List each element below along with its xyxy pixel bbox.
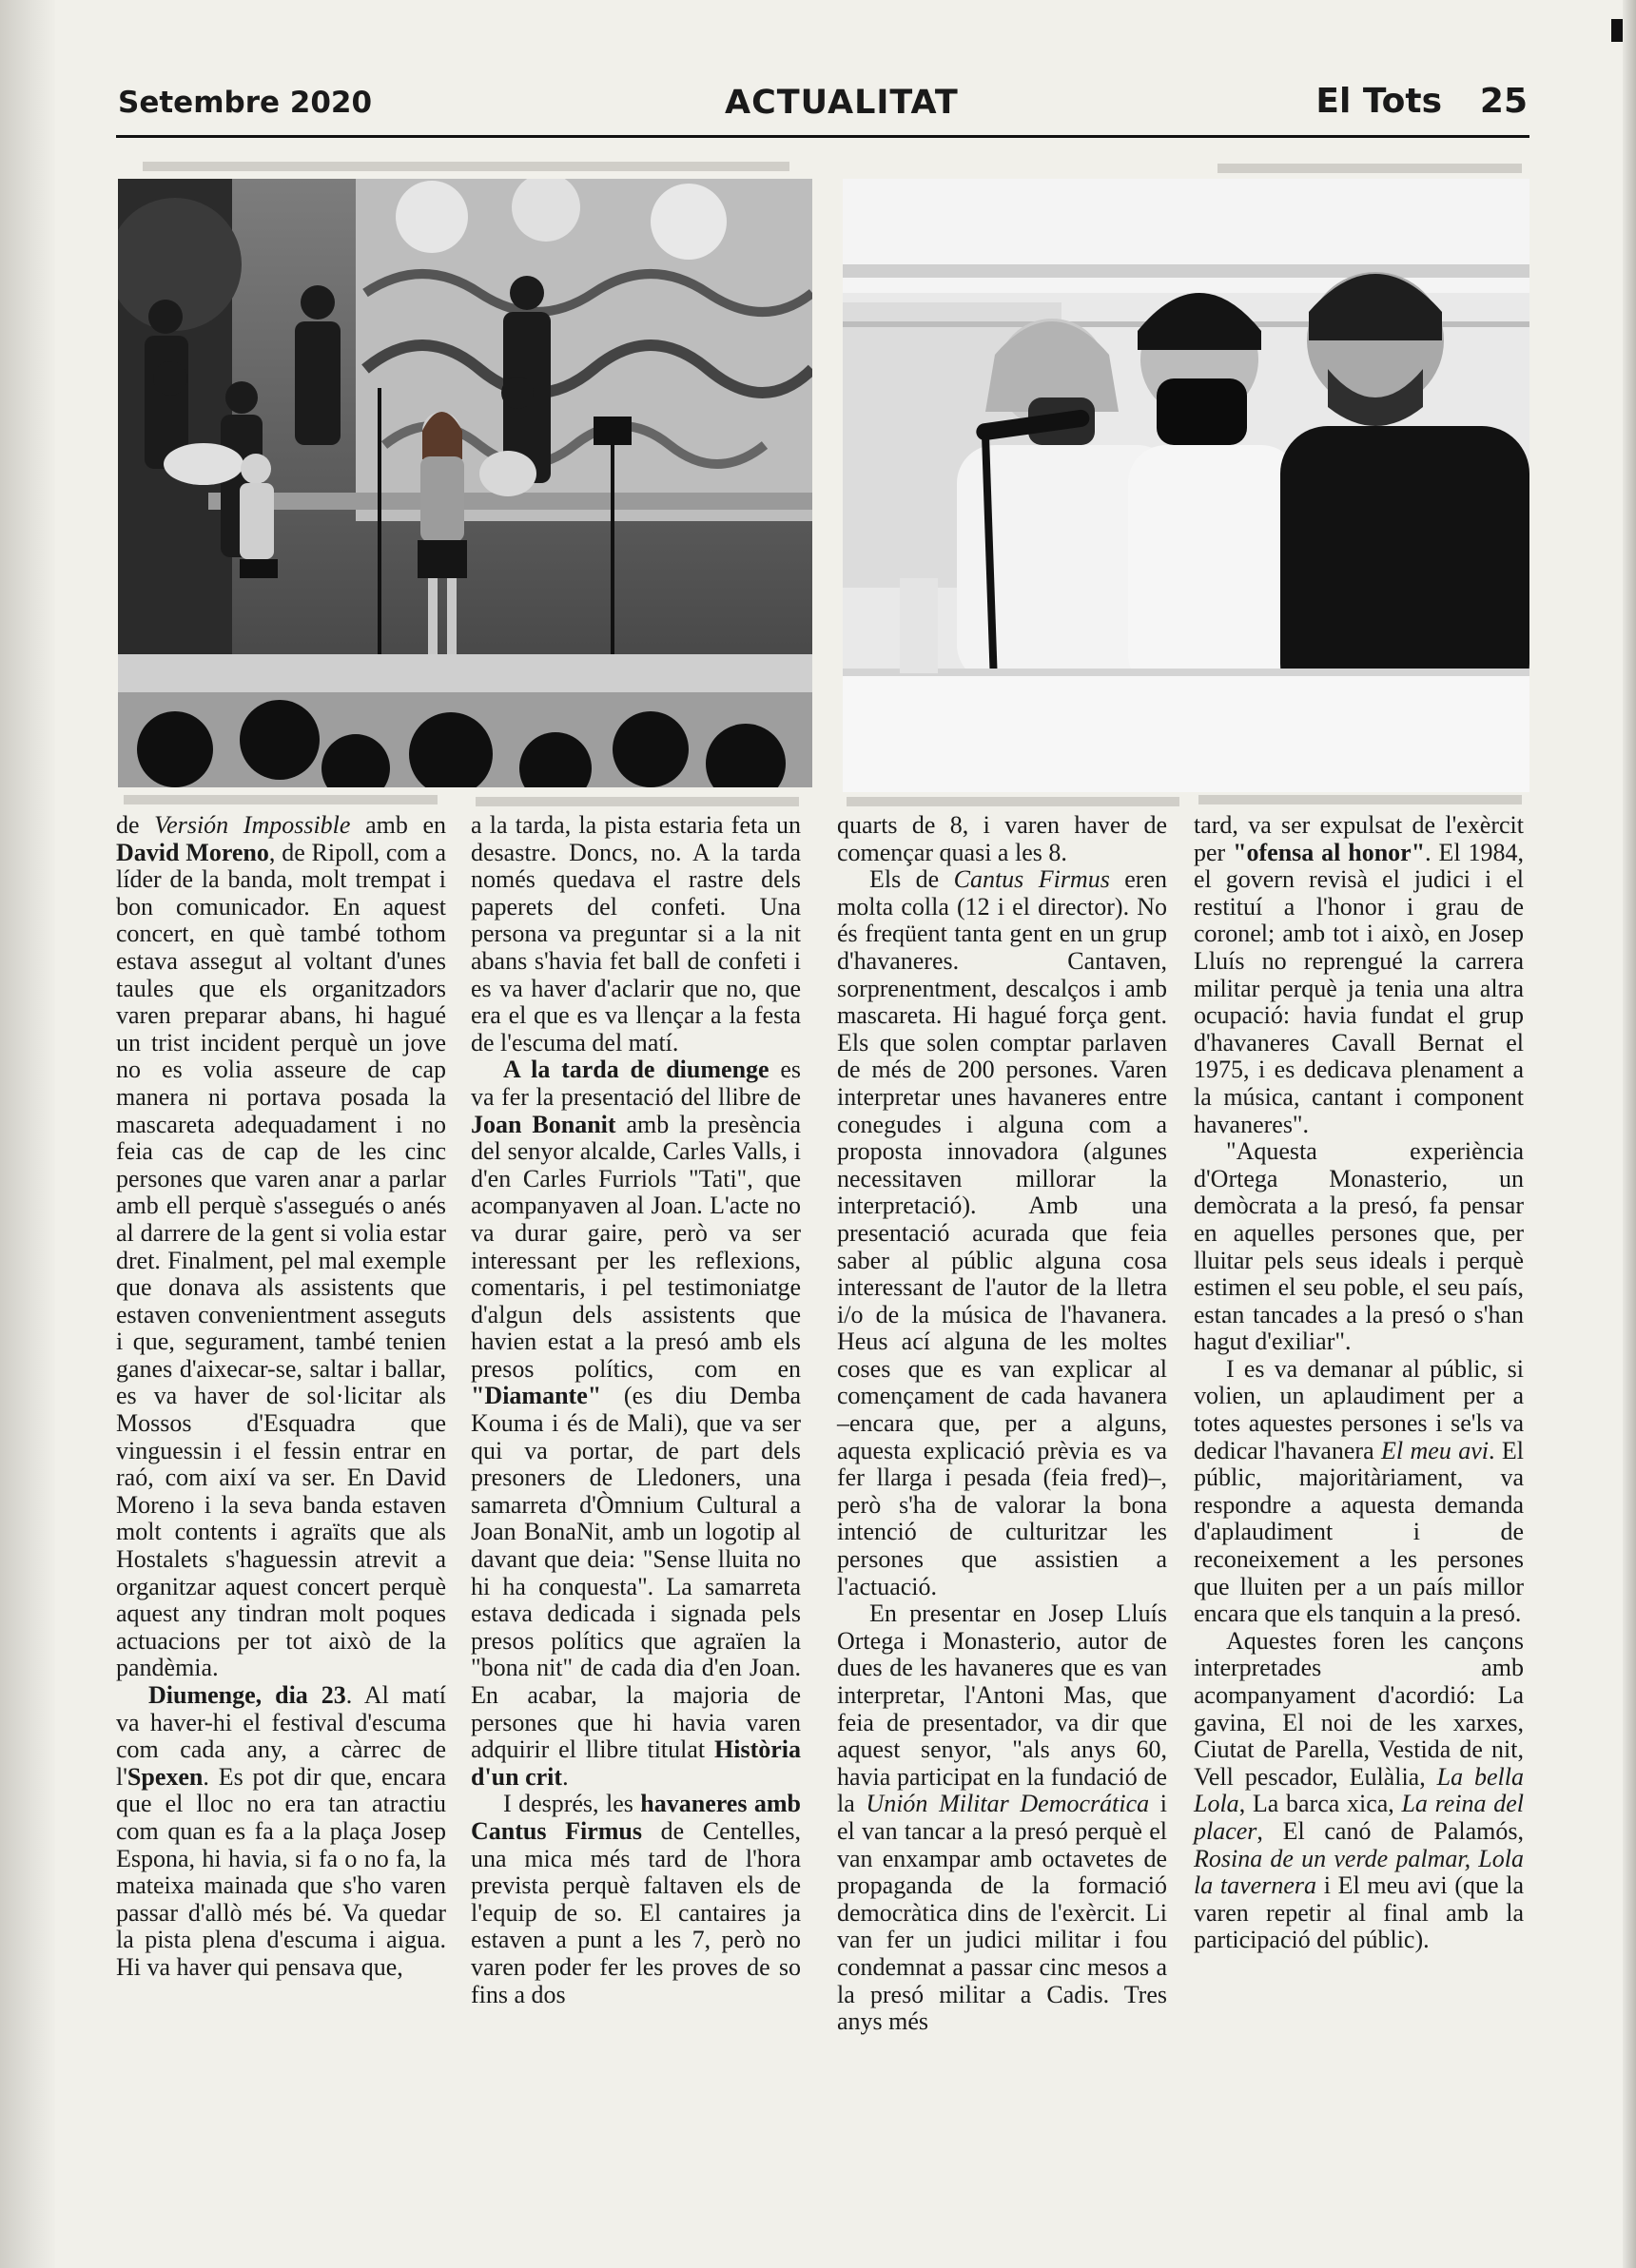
article-column-2: [471, 812, 801, 2008]
song-title: La reina del placer: [1194, 1790, 1524, 1845]
text-run: i el van tancar a la presó perquè el van enxampar amb octavetes de propaganda de la formació democràtica dins de l'exèrcit. Li van fer un judici militar i fou condemnat a passar cinc mesos a la presó militar a Cadis. Tres anys més: [837, 1790, 1167, 2036]
text-run: amb la presència del senyor alcalde, Carles Valls, i d'en Carles Furriols "Tati", que acompanyaven al Joan. L'acte no va durar gaire, però va ser interessant per les reflexions, comentaris, i pel testimoniatge d'algun dels assistents que havien estat a la presó amb els presos polítics, com en: [471, 1110, 801, 1383]
header-page-number: 25: [1479, 82, 1528, 121]
corner-mark: [1611, 19, 1623, 42]
song-title: Rosina de un verde palmar, Lola la tavernera: [1194, 1844, 1524, 1900]
article-column-1: [116, 812, 446, 1982]
text-run: Els de: [869, 865, 954, 894]
person-name: David Moreno: [116, 838, 269, 866]
paragraph: [471, 1791, 801, 2008]
bleed-through-text: [1198, 795, 1522, 804]
text-run: i El meu avi (que la varen repetir al final amb la participació del públic).: [1194, 1871, 1524, 1954]
group-name: havaneres amb Cantus Firmus: [471, 1790, 802, 1845]
paragraph: [116, 812, 446, 1682]
paragraph: [837, 1600, 1167, 2036]
article-column-4: [1194, 812, 1524, 1954]
paragraph: [1194, 1356, 1524, 1628]
book-title: Història d'un crit: [471, 1735, 801, 1791]
text-run: I es va demanar al públic, si volien, un aplaudiment per a totes aquestes persones i se'ls va dedicar l'havanera: [1194, 1354, 1524, 1464]
text-run: , La barca xica,: [1238, 1790, 1402, 1818]
header-section: ACTUALITAT: [725, 84, 959, 122]
paragraph: a la tarda, la pista estaria feta un desastre. Doncs, no. A la tarda només quedava el rastre dels paperets del confeti. Una persona va preguntar si a la nit abans s'havia fet ball de confeti i es va haver d'aclarir que no, que era el que es va llençar a la festa de l'escuma del matí.: [471, 811, 801, 1056]
text-run: amb en: [350, 811, 446, 839]
paragraph: [116, 1682, 446, 1982]
text-run: de: [116, 811, 155, 839]
paragraph: [471, 1056, 801, 1791]
text-run: Aquestes foren les cançons interpretades amb acompanyament d'acordió: La gavina, El noi de les xarxes, Ciutat de Parella, Vestida de nit, Vell pescador, Eulàlia,: [1194, 1626, 1524, 1791]
paragraph: [837, 866, 1167, 1600]
group-name: Spexen: [127, 1762, 204, 1791]
person-name: Joan Bonanit: [471, 1110, 616, 1138]
text-run: . Al matí va haver-hi el festival d'escuma com cada any, a càrrec de l': [116, 1681, 446, 1791]
text-run: . Es pot dir que, encara que el lloc no era tan atractiu com quan es fa a la plaça Josep Espona, hi havia, si fa o no fa, la mateixa mainada que s'ho varen passar d'allò més bé. Va quedar la pista plena d'escuma i aigua. Hi va haver qui pensava que,: [116, 1762, 446, 1981]
text-run: , de Ripoll, com a líder de la banda, molt trempat i bon comunicador. En aquest concert, en què també tothom estava assegut al voltant d'unes taules que els organitzadors varen preparar abans, hi hagué un trist incident perquè un jove no es volia asseure de cap manera ni portava posada la mascareta adequadament i no feia cas de cap de les cinc persones que varen anar a parlar amb ell perquè s'assegués o anés al darrere de la gent si volia estar dret. Finalment, pel mal exemple que donava als assistents que estaven convenientment asseguts i que, segurament, també tenien ganes d'aixecar-se, saltar i ballar, es va haver de sol·licitar als Mossos d'Esquadra que vinguessin i el fessin entrar en raó, com així va ser. En David Moreno i la seva banda estaven molt contents i agraïts que als Hostalets s'haguessin atrevit a organitzar aquest concert perquè aquest any tindran molt poques actuacions per tot això de la pandèmia.: [116, 838, 446, 1682]
organization-name: Unión Militar Democrática: [866, 1790, 1150, 1818]
paragraph: "Aquesta experiència d'Ortega Monasterio, un demòcrata a la presó, fa pensar en aquelles persones que, per lluitar pels seus ideals i perquè estimen el seu poble, el seu país, estan tancades a la presó o s'han hagut d'exiliar".: [1194, 1137, 1524, 1356]
page-binding-shadow: [0, 0, 55, 2268]
page-header: [116, 80, 1529, 138]
bleed-through-text: [1217, 164, 1522, 173]
band-name: Versión Impossible: [154, 811, 351, 839]
text-run: I després, les: [503, 1790, 641, 1818]
text-run: tard, va ser expulsat de l'exèrcit per: [1194, 811, 1524, 866]
bleed-through-text: [124, 795, 438, 804]
group-name: Cantus Firmus: [953, 865, 1110, 894]
paragraph: quarts de 8, i varen haver de començar quasi a les 8.: [837, 811, 1167, 866]
bleed-through-text: [143, 162, 789, 171]
bleed-through-text: [847, 797, 1179, 806]
text-run: (es diu Demba Kouma i és de Mali), que va ser qui va portar, de part dels presoners de Lledoners, una samarreta d'Òmnium Cultural a Joan BonaNit, amb un logotip al davant que deia: "Sense lluita no hi ha conquesta". La samarreta estava dedicada i signada pels presos polítics que agraïen la "bona nit" de cada dia d'en Joan. En acabar, la majoria de persones que hi havia varen adquirir el llibre titulat: [471, 1382, 801, 1764]
header-date: Setembre 2020: [118, 86, 373, 120]
bleed-through-text: [476, 797, 799, 806]
paragraph: [1194, 812, 1524, 1138]
concert-photo: [118, 179, 812, 787]
page-edge: [1623, 0, 1636, 2268]
text-run: . El 1984, el govern revisà el judici i el restituí a l'honor i grau de coronel; amb tot i això, en Josep Lluís no reprengué la carrera militar perquè ja tenia una altra ocupació: havia fundat el grup d'havaneres Cavall Bernat el 1975, i es dedicava plenament a la música, cantant i component havaneres".: [1194, 838, 1524, 1138]
text-run: eren molta colla (12 i el director). No és freqüent tanta gent en un grup d'havaneres. Cantaven, sorprenentment, descalços i amb mascareta. Hi hagué força gent. Els que solen comptar parlaven de més de 200 persones. Varen interpretar unes havaneres entre conegudes i alguna com a proposta innovadora (algunes necessitaven millorar la interpretació). Amb una presentació acurada que feia saber al públic alguna cosa interessant de l'autor de la lletra i/o de la música de l'havanera. Heus ací alguna de les moltes coses que es van explicar al començament de cada havanera –encara que, per a alguns, aquesta explicació prèvia es va fer llarga i pesada (feia fred)–, però s'ha de valorar la bona intenció de culturitzar les persones que assistien a l'actuació.: [837, 865, 1167, 1600]
quote-emphasis: "ofensa al honor": [1233, 838, 1426, 866]
header-publication: El Tots: [1315, 82, 1442, 121]
event-day: Diumenge, dia 23: [148, 1681, 346, 1709]
paragraph: [1194, 1628, 1524, 1954]
text-run: .: [562, 1762, 569, 1791]
text-run: de Centelles, una mica més tard de l'hora prevista perquè faltaven els de l'equip de so. El cantaires ja estaven a punt a les 7, però no varen poder fer les proves de so fins a dos: [471, 1816, 802, 2008]
panel-photo: [843, 179, 1529, 792]
text-run: En presentar en Josep Lluís Ortega i Monasterio, autor de dues de les havaneres que es van interpretar, l'Antoni Mas, que feia de presentador, va dir que aquest senyor, "als anys 60, havia participat en la fundació de la: [837, 1599, 1167, 1818]
text-run: es va fer la presentació del llibre de: [471, 1056, 801, 1111]
song-title: La bella Lola: [1194, 1762, 1524, 1818]
article-column-3: [837, 812, 1167, 2036]
event-heading: A la tarda de diumenge: [503, 1056, 769, 1084]
text-run: . El públic, majoritàriament, va respondre a aquesta demanda d'aplaudiment i de reconeixement a les persones que lluiten per a un país millor encara que els tanquin a la presó.: [1194, 1436, 1525, 1628]
song-title: El meu avi: [1381, 1436, 1490, 1464]
text-run: , El canó de Palamós,: [1256, 1816, 1524, 1845]
person-name: "Diamante": [471, 1382, 602, 1410]
